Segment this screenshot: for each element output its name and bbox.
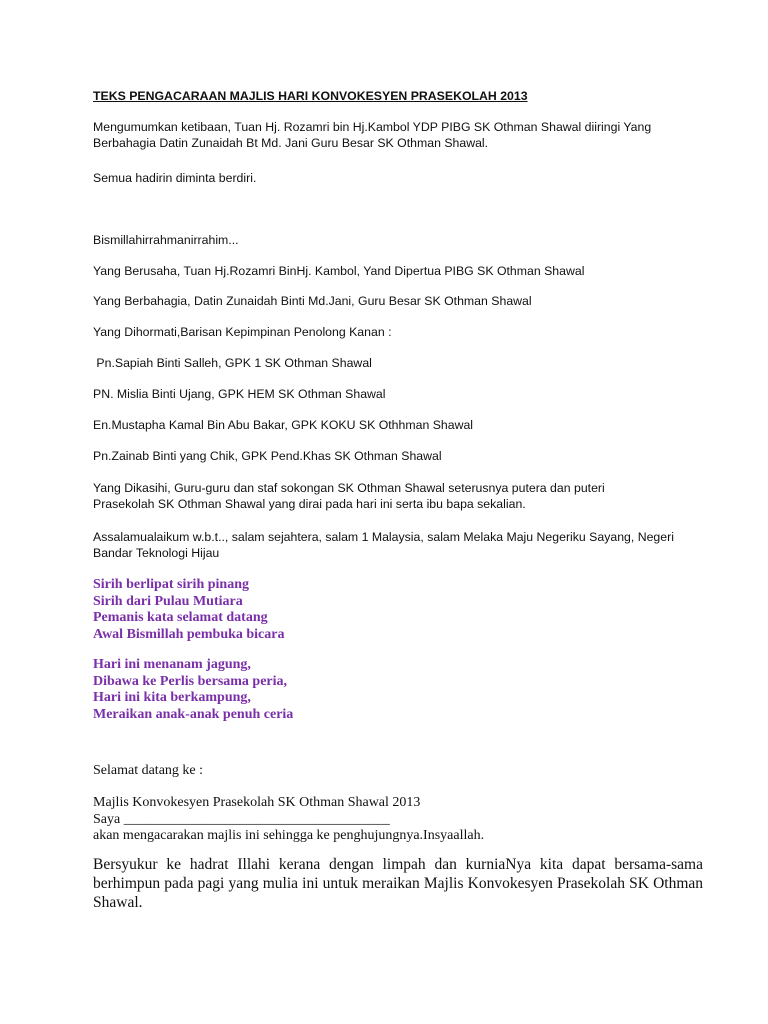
pantun-2 <box>93 657 693 723</box>
greeting-gpk-hem: PN. Mislia Binti Ujang, GPK HEM SK Othman Shawal <box>93 387 386 401</box>
paragraph-stand: Semua hadirin diminta berdiri. <box>93 171 257 185</box>
greeting-guru-besar: Yang Berbahagia, Datin Zunaidah Binti Md.Jani, Guru Besar SK Othman Shawal <box>93 294 532 308</box>
emcee-statement: akan mengacarakan majlis ini sehingga ke penghujungnya.Insyaallah. <box>93 828 485 843</box>
pantun-line: Awal Bismillah pembuka bicara <box>93 626 285 642</box>
paragraph-announcement: Mengumumkan ketibaan, Tuan Hj. Rozamri bin Hj.Kambol YDP PIBG SK Othman Shawal diiringi Yang Berbahagia Datin Zunaidah Bt Md. Jani Guru Besar SK Othman Shawal. <box>93 120 652 150</box>
pantun-line: Meraikan anak-anak penuh ceria <box>93 706 294 722</box>
pantun-1 <box>93 577 693 643</box>
greeting-guru-guru: Yang Dikasihi, Guru-guru dan staf sokongan SK Othman Shawal seterusnya putera dan puteri Prasekolah SK Othman Shawal yang dirai pada hari ini serta ibu bapa sekalian. <box>93 481 605 511</box>
pantun-line: Sirih dari Pulau Mutiara <box>93 593 243 609</box>
greeting-kepimpinan: Yang Dihormati,Barisan Kepimpinan Penolong Kanan : <box>93 325 392 339</box>
greeting-gpk1: Pn.Sapiah Binti Salleh, GPK 1 SK Othman Shawal <box>93 356 372 370</box>
pantun-line: Pemanis kata selamat datang <box>93 610 268 625</box>
greeting-salam: Assalamualaikum w.b.t.., salam sejahtera, salam 1 Malaysia, salam Melaka Maju Negeriku Sayang, Negeri Bandar Teknologi Hijau <box>93 530 674 560</box>
welcome-line: Selamat datang ke : <box>93 763 204 778</box>
emcee-name-blank: Saya ______________________________________ <box>93 811 390 827</box>
event-name: Majlis Konvokesyen Prasekolah SK Othman Shawal 2013 <box>93 795 421 810</box>
pantun-line: Sirih berlipat sirih pinang <box>93 577 249 592</box>
document-title: TEKS PENGACARAAN MAJLIS HARI KONVOKESYEN PRASEKOLAH 2013 <box>93 89 528 103</box>
greeting-gpk-pendkhas: Pn.Zainab Binti yang Chik, GPK Pend.Khas SK Othman Shawal <box>93 449 442 463</box>
greeting-gpk-koku: En.Mustapha Kamal Bin Abu Bakar, GPK KOKU SK Othhman Shawal <box>93 418 474 432</box>
pantun-line: Dibawa ke Perlis bersama peria, <box>93 673 288 689</box>
pantun-line: Hari ini menanam jagung, <box>93 657 251 672</box>
pantun-line: Hari ini kita berkampung, <box>93 690 251 705</box>
paragraph-bismillah: Bismillahirrahmanirrahim... <box>93 233 239 247</box>
event-block <box>93 795 693 845</box>
closing-paragraph: Bersyukur ke hadrat Illahi kerana dengan limpah dan kurniaNya kita dapat bersama-sama berhimpun pada pagi yang mulia ini untuk meraikan Majlis Konvokesyen Prasekolah SK Othman Shawal. <box>93 856 703 911</box>
greeting-ydp: Yang Berusaha, Tuan Hj.Rozamri BinHj. Kambol, Yand Dipertua PIBG SK Othman Shawal <box>93 264 585 278</box>
